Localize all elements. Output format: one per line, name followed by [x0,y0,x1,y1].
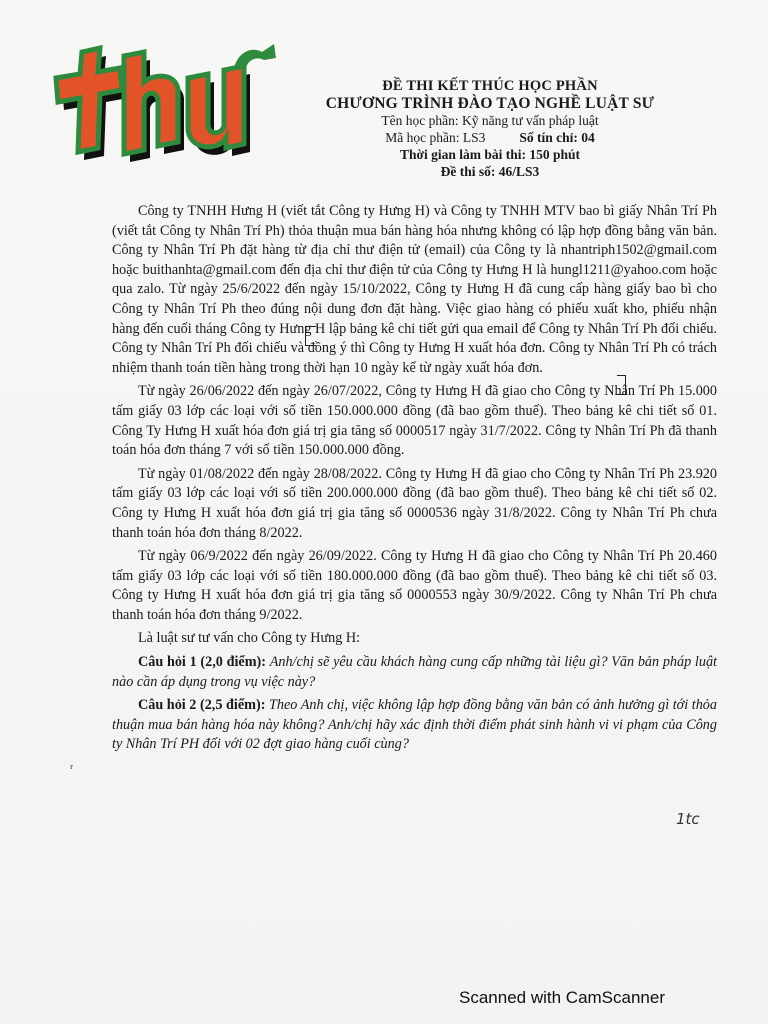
handwritten-note: 1tc [676,810,700,828]
question-1-label: Câu hỏi 1 (2,0 điểm): [138,654,266,671]
exam-body [112,202,717,759]
logo-thu [38,38,288,178]
program-title: CHƯƠNG TRÌNH ĐÀO TẠO NGHỀ LUẬT SƯ [325,95,655,112]
duration: Thời gian làm bài thi: 150 phút [399,147,581,162]
course-code-row [290,129,690,146]
exam-number: Đề thi số: 46/LS3 [440,164,540,179]
paragraph-delivery-1: Từ ngày 26/06/2022 đến ngày 26/07/2022, Công ty Hưng H đã giao cho Công ty Nhân Trí Ph 15.000 tấm giấy 03 lớp các loại với số tiền 150.000.000 đồng (đã bao gồm thuế). Theo bảng kê chi tiết số 01. Công Ty Hưng H xuất hóa đơn giá trị gia tăng số 0000517 ngày 31/7/2022. Công ty Nhân Trí Ph đã thanh toán hóa đơn tháng 7 với số tiền 150.000.000 đồng. [112,383,717,459]
paragraph-role: Là luật sư tư vấn cho Công ty Hưng H: [138,630,361,647]
question-2-label: Câu hỏi 2 (2,5 điểm): [138,697,266,714]
course-name: Tên học phần: Kỹ năng tư vấn pháp luật [381,113,599,128]
question-2-text: Theo Anh chị, việc không lập hợp đồng bằng văn bản có ảnh hưởng gì tới thỏa thuận mua bán hàng hóa này không? Anh/chị hãy xác định thời điểm phát sinh hành vi vi phạm của Công ty Nhân Trí PH đối với 02 đợt giao hàng cuối cùng? [112,697,717,753]
question-1 [112,653,717,692]
credits: Số tín chỉ: 04 [519,130,595,145]
logo-hook [234,44,276,68]
question-1-text: Anh/chị sẽ yêu cầu khách hàng cung cấp những tài liệu gì? Văn bản pháp luật nào cần áp dụng trong vụ việc này? [112,654,717,690]
paragraph-delivery-2: Từ ngày 01/08/2022 đến ngày 28/08/2022. Công ty Hưng H đã giao cho Công ty Nhân Trí Ph 23.920 tấm giấy 03 lớp các loại với số tiền 200.000.000 đồng (đã bao gồm thuế). Theo bảng kê chi tiết số 02. Công ty Hưng H xuất hóa đơn giá trị gia tăng số 0000536 ngày 31/8/2022. Công ty Nhân Trí Ph chưa thanh toán hóa đơn tháng 8/2022. [112,465,717,541]
bracket-mark-open [305,326,316,346]
scanner-watermark: Scanned with CamScanner [459,988,666,1007]
exam-title: ĐỀ THI KẾT THÚC HỌC PHẦN [382,78,598,94]
question-2 [112,696,717,755]
paragraph-intro: Công ty TNHH Hưng H (viết tắt Công ty Hưng H) và Công ty TNHH MTV bao bì giấy Nhân Trí Ph (viết tắt Công ty Nhân Trí Ph) thỏa thuận mua bán hàng hóa nhưng không có lập hợp đồng bằng văn bản. Công ty Nhân Trí Ph đặt hàng từ địa chỉ thư điện tử (email) của Công ty là nhantriph1502@gmail.com hoặc buithanhta@gmail.com đến địa chỉ thư điện tử của Công ty Hưng H là hungl1211@yahoo.com hoặc qua zalo. Từ ngày 25/6/2022 đến ngày 15/10/2022, Công ty Hưng H đã cung cấp hàng giấy bao bì cho Công ty Nhân Trí Ph theo đúng nội dung đơn đặt hàng. Việc giao hàng có phiếu xuất kho, phiếu nhận hàng đến cuối tháng Công ty Hưng H lập bảng kê chi tiết gửi qua email để Công ty Nhân Trí Ph đối chiếu. Công ty Nhân Trí Ph đối chiếu và đồng ý thì Công ty Hưng H xuất hóa đơn. Công ty Nhân Trí Ph có trách nhiệm thanh toán tiền hàng trong thời hạn 10 ngày kể từ ngày xuất hóa đơn. [112,203,717,376]
paragraph-delivery-3: Từ ngày 06/9/2022 đến ngày 26/09/2022. Công ty Hưng H đã giao cho Công ty Nhân Trí Ph 20.460 tấm giấy 03 lớp các loại với số tiền 180.000.000 đồng (đã bao gồm thuế). Theo bảng kê chi tiết số 03. Công ty Hưng H xuất hóa đơn giá trị gia tăng số 0000553 ngày 30/9/2022. Công ty Nhân Trí Ph chưa thanh toán hóa đơn tháng 9/2022. [112,548,717,623]
exam-header [290,78,690,180]
pen-tick-mark: ʳ [70,762,74,777]
bracket-mark-close [617,375,626,395]
course-code: Mã học phần: LS3 [385,130,486,145]
